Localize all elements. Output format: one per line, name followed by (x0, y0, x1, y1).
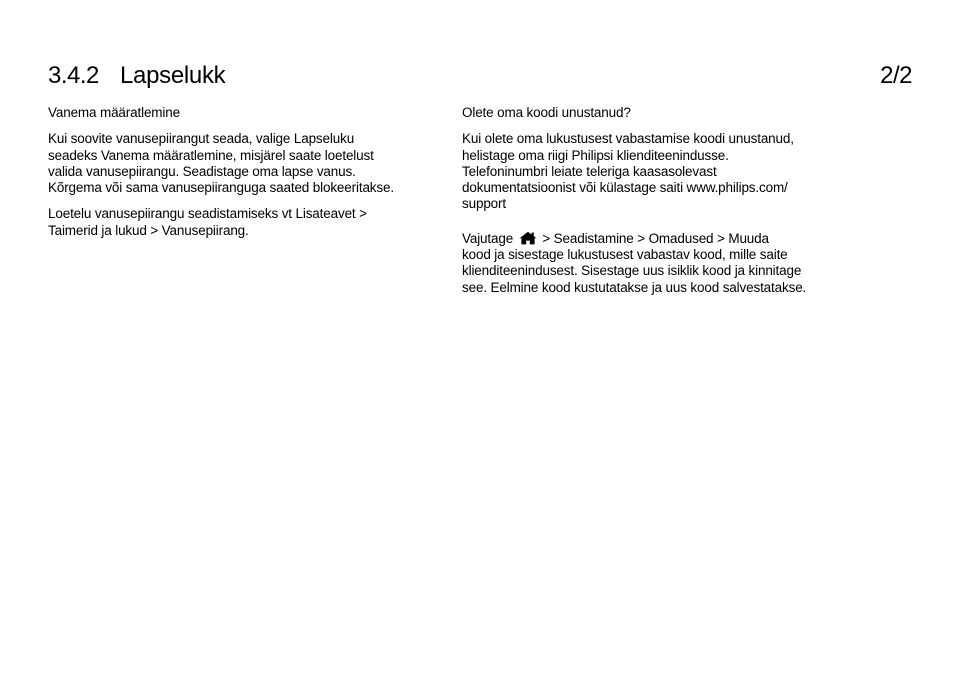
right-column (462, 105, 854, 306)
text-line: Kõrgema või sama vanusepiiranguga saated blokeeritakse. (48, 180, 394, 196)
text-line: Loetelu vanusepiirangu seadistamiseks vt Lisateavet > (48, 206, 367, 222)
left-paragraph-1 (48, 131, 438, 196)
text-line: valida vanusepiirangu. Seadistage oma lapse vanus. (48, 163, 356, 179)
page-title: Lapselukk (120, 62, 226, 89)
text-line: dokumentatsioonist või külastage saiti www.philips.com/ (462, 180, 788, 196)
right-heading: Olete oma koodi unustanud? (462, 105, 631, 120)
right-paragraph-1 (462, 131, 854, 212)
text-line: klienditeenindusest. Sisestage uus isiklik kood ja kinnitage (462, 263, 802, 279)
press-label: Vajutage (462, 230, 514, 246)
text-line: see. Eelmine kood kustutatakse ja uus kood salvestatakse. (462, 279, 807, 295)
left-heading: Vanema määratlemine (48, 105, 180, 120)
right-paragraph-2 (462, 231, 854, 296)
left-paragraph-2 (48, 206, 438, 239)
menu-path: > Seadistamine > Omadused > Muuda (542, 230, 769, 246)
page-header (48, 60, 912, 92)
text-line: Telefoninumbri leiate teleriga kaasasolevast (462, 163, 717, 179)
home-icon (519, 231, 537, 245)
text-line: support (462, 196, 506, 212)
text-line: seadeks Vanema määratlemine, misjärel saate loetelust (48, 147, 374, 163)
page-indicator: 2/2 (880, 62, 912, 89)
text-line: Taimerid ja lukud > Vanusepiirang. (48, 222, 249, 238)
text-line: Kui olete oma lukustusest vabastamise koodi unustanud, (462, 131, 794, 147)
text-line: helistage oma riigi Philipsi klienditeenindusse. (462, 147, 729, 163)
left-column (48, 105, 438, 249)
section-number: 3.4.2 (48, 62, 99, 89)
text-line: Kui soovite vanusepiirangut seada, valige Lapseluku (48, 131, 355, 147)
text-line (462, 231, 854, 247)
text-line: kood ja sisestage lukustusest vabastav kood, mille saite (462, 247, 788, 263)
